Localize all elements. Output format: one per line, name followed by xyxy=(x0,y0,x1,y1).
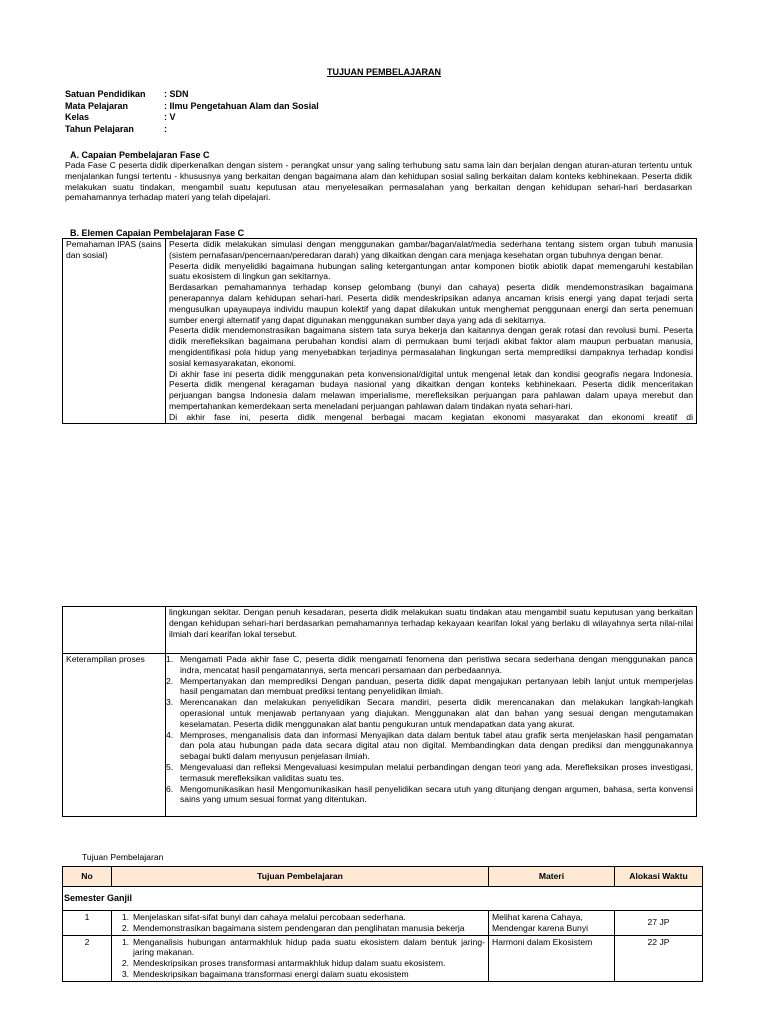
element-table-part2 xyxy=(62,606,697,817)
meta-label: Tahun Pelajaran xyxy=(65,123,134,134)
row-alokasi: 27 JP xyxy=(615,911,703,936)
element-paragraph: Peserta didik melakukan simulasi dengan menggunakan gambar/bagan/alat/media sederhana tentang sistem organ tubuh manusia (sistem pernafasan/pencernaan/peredaran darah) yang dikaitkan dengan cara menjaga kesehatan organ tubuhnya dengan benar. xyxy=(169,239,693,260)
objectives-list xyxy=(112,912,485,934)
list-text: Mengevaluasi dan refleksi Mengevaluasi kesimpulan melalui perbandingan dengan teori yang ada. Merefleksikan proses investigasi, termasuk merefleksikan validitas suatu tes. xyxy=(180,761,693,783)
element-paragraph: Peserta didik menyelidiki bagaimana hubungan saling ketergantungan antar komponen biotik abiotik dapat memengaruhi kestabilan suatu ekosistem di lingkun gan sekitarnya. xyxy=(169,260,693,282)
element-description xyxy=(166,607,697,654)
row-number: 2 xyxy=(63,935,112,981)
list-item xyxy=(166,697,693,729)
table-row xyxy=(63,607,697,654)
element-label: Pemahaman IPAS (sains dan sosial) xyxy=(63,239,166,424)
list-number: 1. xyxy=(121,912,129,922)
list-item xyxy=(112,923,485,934)
list-number: 4. xyxy=(166,729,174,740)
list-item xyxy=(112,937,485,959)
list-text: Mendemonstrasikan bagaimana sistem pendengaran dan penglihatan manusia bekerja xyxy=(133,922,465,933)
list-item xyxy=(112,912,485,923)
list-item xyxy=(112,958,485,969)
meta-row-satuan xyxy=(65,89,319,101)
column-header: Alokasi Waktu xyxy=(615,867,703,887)
list-number: 6. xyxy=(166,783,174,794)
section-a-text: Pada Fase C peserta didik diperkenalkan dengan sistem - perangkat unsur yang saling terhubung satu sama lain dan berjalan dengan aturan-aturan tertentu untuk menjalankan fungsi tertentu - khususnya yang berkaitan dengan bagaimana alam dan kehidupan sosial saling berkaitan dalam konteks kebhinekaan. Peserta didik melakukan suatu tindakan, mengambil suatu keputusan atau menyelesaikan permasalahan yang berkaitan dengan kehidupan sehari-hari berdasarkan pemahamannya terhadap materi yang telah dipelajari. xyxy=(65,160,692,203)
row-alokasi: 22 JP xyxy=(615,935,703,981)
semester-row xyxy=(63,887,703,911)
objectives-list xyxy=(112,937,485,980)
list-number: 3. xyxy=(166,697,174,708)
semester-label: Semester Ganjil xyxy=(63,887,703,911)
list-number: 2. xyxy=(121,922,129,933)
table-row xyxy=(63,911,703,936)
section-a-heading: A. Capaian Pembelajaran Fase C xyxy=(70,150,210,160)
list-number: 1. xyxy=(121,936,129,947)
list-number: 2. xyxy=(166,675,174,686)
row-objectives xyxy=(112,911,489,936)
element-table-part1 xyxy=(62,238,697,424)
column-header: Materi xyxy=(489,867,615,887)
list-item xyxy=(112,969,485,980)
document-meta xyxy=(65,89,319,135)
list-item xyxy=(166,654,693,676)
list-text: Memproses, menganalisis data dan informasi Menyajikan data dalam bentuk tabel atau grafik serta menjelaskan hasil pengamatan dan pola atau hubungan pada data secara digital atau non digital. Membandingkan data dengan prediksi dan menggunakannya sebagai bukti dalam menyusun penjelasan ilmiah. xyxy=(180,729,693,762)
table-row xyxy=(63,654,697,817)
element-paragraph: Di akhir fase ini, peserta didik mengenal berbagai macam kegiatan ekonomi masyarakat dan ekonomi kreatif di xyxy=(169,411,693,422)
list-item xyxy=(166,730,693,762)
tp-caption: Tujuan Pembelajaran xyxy=(82,852,164,862)
section-b-heading: B. Elemen Capaian Pembelajaran Fase C xyxy=(70,228,245,238)
column-header: Tujuan Pembelajaran xyxy=(112,867,489,887)
list-text: Menganalisis hubungan antarmakhluk hidup pada suatu ekosistem dalam bentuk jaring-jaring makanan. xyxy=(133,936,485,958)
meta-row-tahun xyxy=(65,124,319,136)
tp-table xyxy=(62,866,703,982)
meta-label: Mata Pelajaran xyxy=(65,100,129,111)
table-row xyxy=(63,935,703,981)
element-paragraph: Di akhir fase ini peserta didik menggunakan peta konvensional/digital untuk mengenal letak dan kondisi geografis negara Indonesia. Peserta didik mengenal keragaman budaya nasional yang dikaitkan dengan konteks kebhinekaan. Peserta didik menceritakan perjuangan bangsa Indonesia dalam melawan imperialisme, merefleksikan perjuangan para pahlawan dalam upaya merebut dan mempertahankan kemerdekaan serta meneladani perjuangan pahlawan dalam tindakan nyata sehari-hari. xyxy=(169,368,693,411)
list-text: Mendeskripsikan bagaimana transformasi energi dalam suatu ekosistem xyxy=(133,968,409,979)
meta-value: : SDN xyxy=(164,89,189,99)
element-paragraph: Peserta didik mendemonstrasikan bagaimana sistem tata surya bekerja dan kaitannya dengan gerak rotasi dan revolusi bumi. Peserta didik merefleksikan bagaimana perubahan kondisi alam di permukaan bumi terjadi akibat faktor alam maupun perbuatan manusia, mengidentifikasi pola hidup yang menyebabkan terjadinya permasalahan lingkungan serta memprediksi dampaknya terhadap kondisi sosial kemasyarakatan, ekonomi. xyxy=(169,325,693,368)
list-text: Mengomunikasikan hasil Mengomunikasikan hasil penyelidikan secara utuh yang ditunjang dengan argumen, bahasa, serta konvensi sains yang umum sesuai format yang ditentukan. xyxy=(180,783,693,805)
meta-label: Satuan Pendidikan xyxy=(65,89,146,99)
row-materi: Harmoni dalam Ekosistem xyxy=(489,935,615,981)
element-paragraph: Berdasarkan pemahamannya terhadap konsep gelombang (bunyi dan cahaya) peserta didik mendemonstrasikan bagaimana penerapannya dalam kehidupan sehari-hari. Peserta didik mendeskripsikan adanya ancaman krisis energi yang dapat terjadi serta mengusulkan upayaupaya individu maupun kolektif yang dapat dilakukan untuk menghemat penggunaan energi dan serta penemuan sumber energi alternatif yang dapat digunakan menggunakan sumber daya yang ada di sekitarnya. xyxy=(169,282,693,325)
row-number: 1 xyxy=(63,911,112,936)
process-skills-list xyxy=(166,654,693,805)
row-objectives xyxy=(112,935,489,981)
list-number: 3. xyxy=(121,968,129,979)
list-number: 5. xyxy=(166,761,174,772)
list-item xyxy=(166,784,693,806)
row-materi: Melihat karena Cahaya, Mendengar karena Bunyi xyxy=(489,911,615,936)
element-description xyxy=(166,654,697,817)
list-number: 2. xyxy=(121,958,129,969)
meta-row-kelas xyxy=(65,112,319,124)
element-paragraph: lingkungan sekitar. Dengan penuh kesadaran, peserta didik melakukan suatu tindakan atau mengambil suatu keputusan yang berkaitan dengan kehidupan sehari-hari berdasarkan pemahamannya terhadap kekayaan kearifan lokal yang berlaku di wilayahnya serta nilai-nilai ilmiah dari kearifan lokal tersebut. xyxy=(169,607,693,639)
meta-label: Kelas xyxy=(65,112,90,122)
column-header: No xyxy=(63,867,112,887)
list-text: Menjelaskan sifat-sifat bunyi dan cahaya melalui percobaan sederhana. xyxy=(133,912,406,922)
list-item xyxy=(166,676,693,698)
list-text: Mendeskripsikan proses transformasi antarmakhluk hidup dalam suatu ekosistem. xyxy=(133,958,446,969)
element-description xyxy=(166,239,697,424)
table-header-row xyxy=(63,867,703,887)
list-text: Mengamati Pada akhir fase C, peserta didik mengamati fenomena dan peristiwa secara sederhana dengan menggunakan panca indra, mencatat hasil pengamatannya, serta mencari persamaan dan perbedaannya. xyxy=(180,654,693,675)
meta-value: : Ilmu Pengetahuan Alam dan Sosial xyxy=(164,100,319,111)
list-text: Mempertanyakan dan memprediksi Dengan panduan, peserta didik dapat mengajukan pertanyaan lebih lanjut untuk memperjelas hasil pengamatan dan membuat prediksi tentang penyelidikan ilmiah. xyxy=(180,675,693,697)
element-label: Keterampilan proses xyxy=(63,654,166,817)
element-label-empty xyxy=(63,607,166,654)
meta-row-mapel xyxy=(65,101,319,113)
list-text: Merencanakan dan melakukan penyelidikan Secara mandiri, peserta didik merencanakan dan melakukan langkah-langkah operasional untuk menjawab pertanyaan yang diajukan. Menggunakan alat dan bahan yang sesuai dengan mengutamakan keselamatan. Peserta didik menggunakan alat bantu pengukuran untuk mendapatkan data yang akurat. xyxy=(180,697,693,729)
table-row xyxy=(63,239,697,424)
list-item xyxy=(166,762,693,784)
meta-value: : V xyxy=(164,112,176,122)
meta-value: : xyxy=(164,123,167,134)
list-number: 1. xyxy=(166,654,174,664)
page-title: TUJUAN PEMBELAJARAN xyxy=(326,67,441,77)
